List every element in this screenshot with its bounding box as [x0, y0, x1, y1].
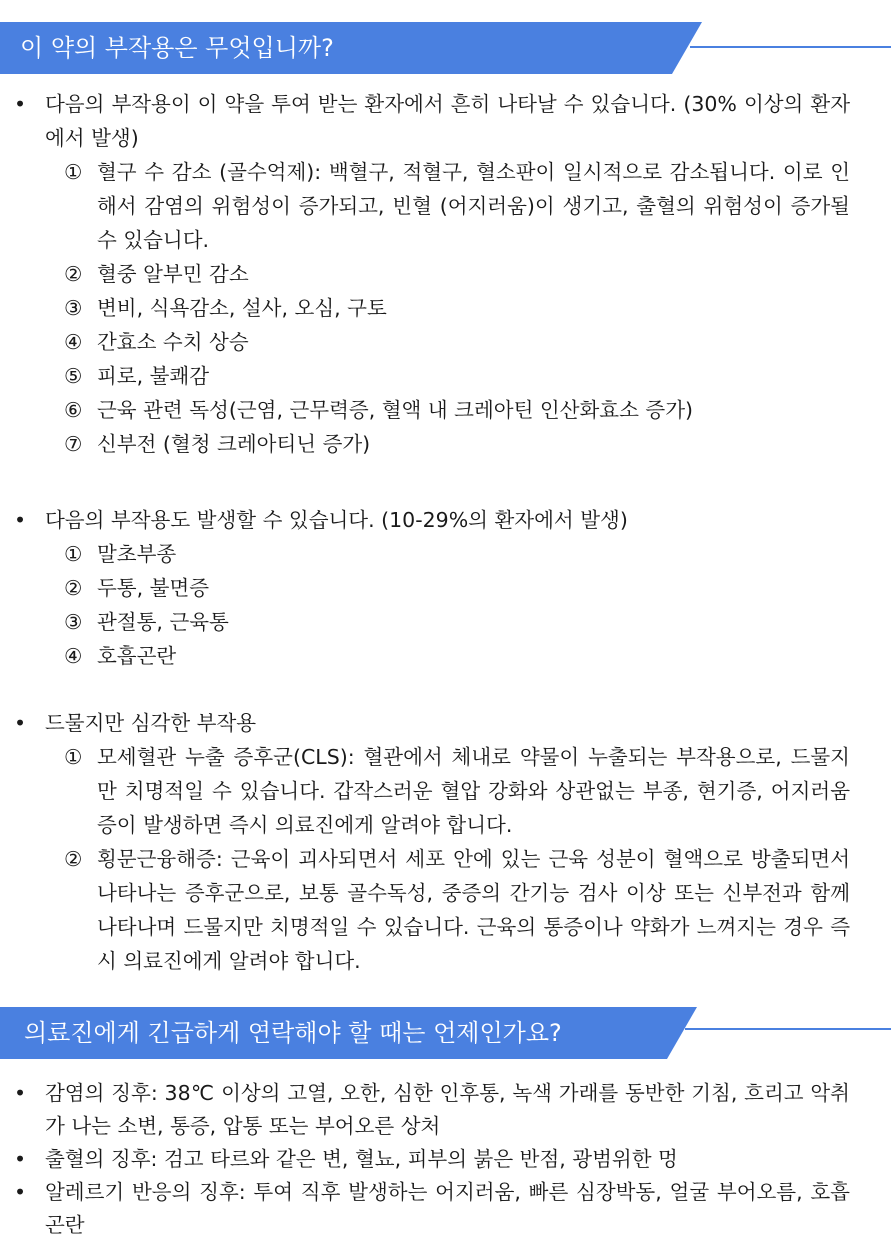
sub-item: ② 두통, 불면증: [64, 576, 210, 600]
urgent-list: [0, 1077, 850, 1242]
sub-item: ④ 호흡곤란: [64, 644, 177, 668]
sub-item: ② 혈중 알부민 감소: [64, 262, 249, 286]
section-header-side-effects: [0, 22, 891, 74]
list-item: [0, 706, 850, 740]
occasional-side-effects: [0, 503, 850, 673]
occasional-intro: 다음의 부작용도 발생할 수 있습니다. (10-29%의 환자에서 발생): [45, 508, 628, 532]
sub-item: ① 혈구 수 감소 (골수억제): 백혈구, 적혈구, 혈소판이 일시적으로 감소됩니다. 이로 인해서 감염의 위험성이 증가되고, 빈혈 (어지러움)이 생기고, 출혈의 위험성이 증가될 수 있습니다.: [64, 160, 850, 252]
sub-item: ⑥ 근육 관련 독성(근염, 근무력증, 혈액 내 크레아틴 인산화효소 증가): [64, 398, 694, 422]
sub-item: ⑦ 신부전 (혈청 크레아티닌 증가): [64, 432, 371, 456]
bullet-icon: •: [14, 711, 27, 735]
list-item: [0, 87, 850, 155]
bullet-icon: •: [14, 1081, 27, 1105]
bullet-icon: •: [14, 92, 27, 116]
sub-item: ④ 간효소 수치 상승: [64, 330, 249, 354]
sub-item: ② 횡문근융해증: 근육이 괴사되면서 세포 안에 있는 근육 성분이 혈액으로 방출되면서 나타나는 증후군으로, 보통 골수독성, 중증의 간기능 검사 이상 또는 신부전과 함께 나타나며 드물지만 치명적일 수 있습니다. 근육의 통증이나 약화가 느껴지는 경우 즉시 의료진에게 알려야 합니다.: [64, 847, 850, 973]
common-intro: 다음의 부작용이 이 약을 투여 받는 환자에서 흔히 나타날 수 있습니다. (30% 이상의 환자에서 발생): [45, 92, 850, 150]
section-header-urgent: [0, 1007, 891, 1059]
sub-item: ③ 변비, 식욕감소, 설사, 오심, 구토: [64, 296, 387, 320]
list-item: [0, 503, 850, 537]
section-title-side-effects: 이 약의 부작용은 무엇입니까?: [20, 34, 334, 62]
list-item: • 감염의 징후: 38℃ 이상의 고열, 오한, 심한 인후통, 녹색 가래를 동반한 기침, 흐리고 악취가 나는 소변, 통증, 압통 또는 부어오른 상처: [0, 1077, 850, 1143]
section-title-urgent: 의료진에게 긴급하게 연락해야 할 때는 언제인가요?: [24, 1019, 562, 1047]
bullet-icon: •: [14, 1180, 27, 1204]
sub-item: ⑤ 피로, 불쾌감: [64, 364, 210, 388]
list-item: • 알레르기 반응의 징후: 투여 직후 발생하는 어지러움, 빠른 심장박동, 얼굴 부어오름, 호흡곤란: [0, 1176, 850, 1242]
common-side-effects: [0, 87, 850, 461]
list-item: • 출혈의 징후: 검고 타르와 같은 변, 혈뇨, 피부의 붉은 반점, 광범위한 멍: [0, 1143, 850, 1176]
sub-item: ① 말초부종: [64, 542, 177, 566]
sub-item: ③ 관절통, 근육통: [64, 610, 229, 634]
sub-item: ① 모세혈관 누출 증후군(CLS): 혈관에서 체내로 약물이 누출되는 부작용으로, 드물지만 치명적일 수 있습니다. 갑작스러운 혈압 강화와 상관없는 부종, 현기증, 어지러움증이 발생하면 즉시 의료진에게 알려야 합니다.: [64, 745, 850, 837]
serious-intro: 드물지만 심각한 부작용: [45, 711, 257, 735]
header-rule: [690, 46, 891, 48]
serious-side-effects: [0, 706, 850, 978]
bullet-icon: •: [14, 1147, 27, 1171]
header-rule: [685, 1028, 891, 1030]
bullet-icon: •: [14, 508, 27, 532]
